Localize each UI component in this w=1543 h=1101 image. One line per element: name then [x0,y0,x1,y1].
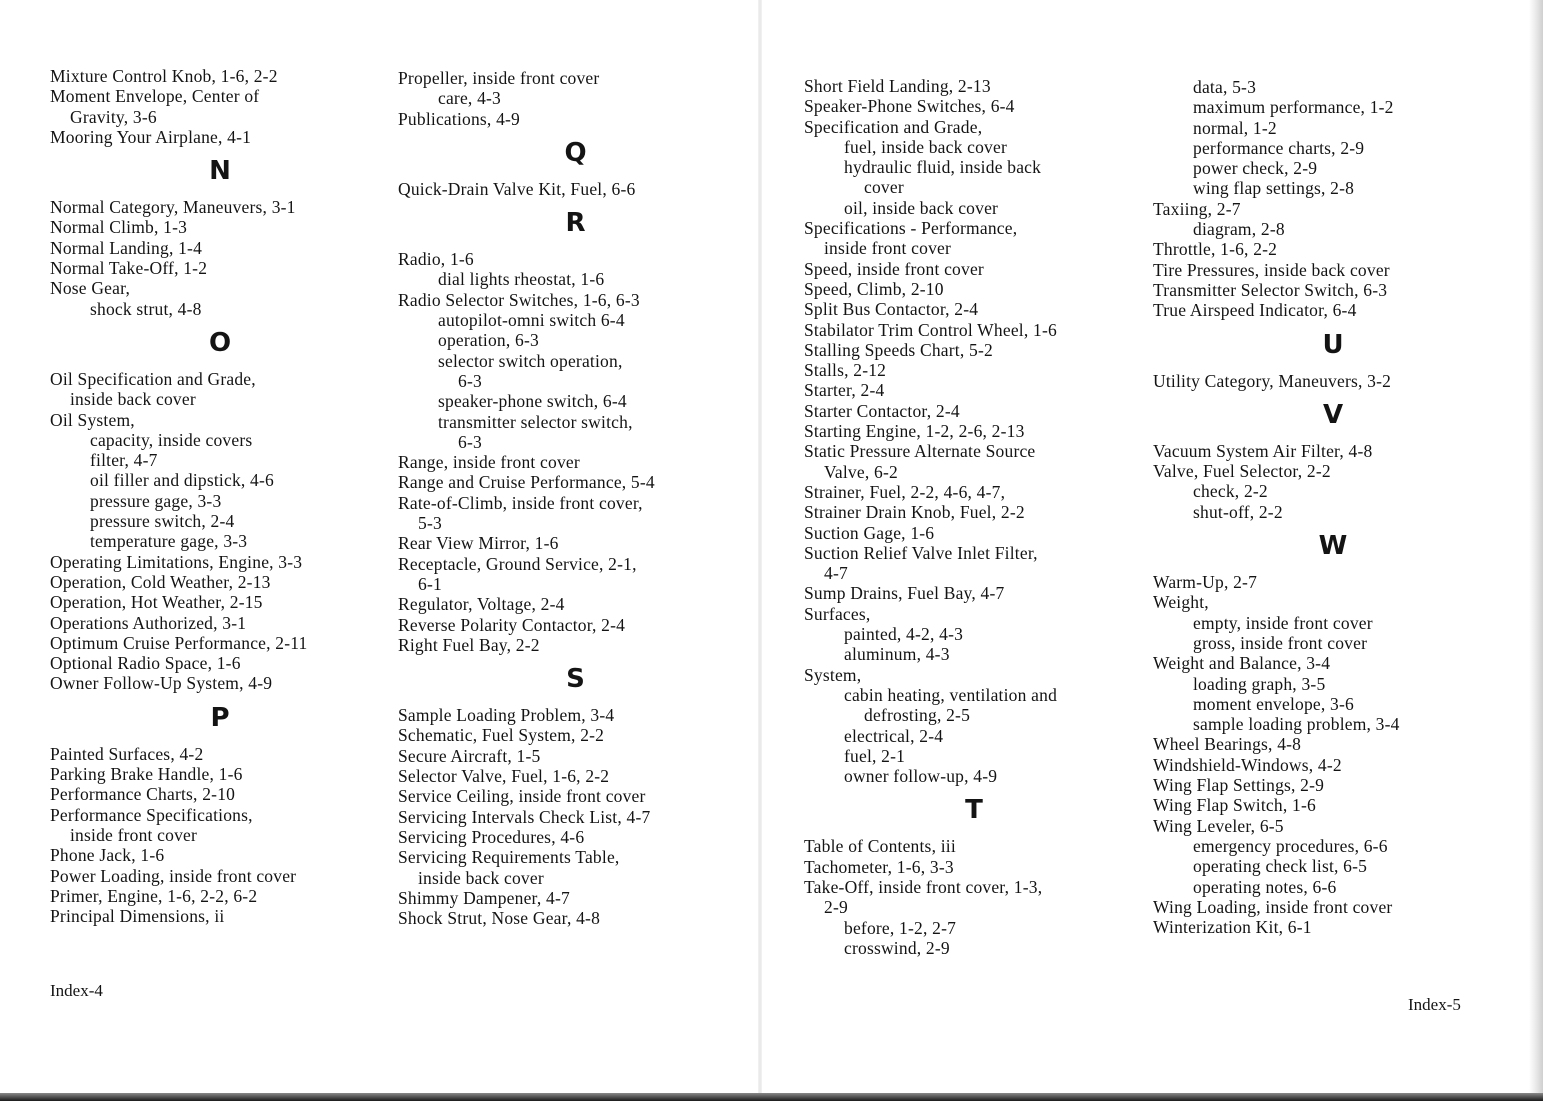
index-entry: Range and Cruise Performance, 5-4 [398,472,655,493]
index-subentry: pressure gage, 3-3 [90,490,222,511]
index-entry: Warm-Up, 2-7 [1153,572,1258,593]
page-number-right: Index-5 [1408,995,1461,1014]
index-subentry: normal, 1-2 [1193,117,1277,138]
index-subentry: 5-3 [418,513,442,534]
index-subentry: capacity, inside covers [90,429,253,450]
index-entry: True Airspeed Indicator, 6-4 [1153,300,1357,321]
index-entry: Strainer Drain Knob, Fuel, 2-2 [804,502,1025,523]
section-letter-heading: T [965,795,983,826]
index-subentry: emergency procedures, 6-6 [1193,835,1388,856]
index-entry: Windshield-Windows, 4-2 [1153,754,1342,775]
index-subentry: transmitter selector switch, [438,411,633,432]
section-letter-heading: N [209,156,231,187]
index-entry: Transmitter Selector Switch, 6-3 [1153,279,1388,300]
index-subentry: operation, 6-3 [438,330,539,351]
index-entry: Rear View Mirror, 1-6 [398,533,559,554]
index-entry: Starting Engine, 1-2, 2-6, 2-13 [804,421,1025,442]
section-letter-heading: S [566,664,585,695]
index-subentry: shut-off, 2-2 [1193,501,1283,522]
index-subentry: 6-3 [458,431,482,452]
index-subentry: autopilot-omni switch 6-4 [438,310,625,331]
index-entry: Speaker-Phone Switches, 6-4 [804,96,1015,117]
index-entry: Normal Climb, 1-3 [50,217,188,238]
index-subentry: 6-1 [418,573,442,594]
index-subentry: inside front cover [70,824,198,845]
index-subentry: pressure switch, 2-4 [90,511,235,532]
index-subentry: loading graph, 3-5 [1193,673,1326,694]
index-entry: Operating Limitations, Engine, 3-3 [50,551,303,572]
index-subentry: inside back cover [418,867,544,888]
index-entry: Mixture Control Knob, 1-6, 2-2 [50,66,278,86]
index-entry: Servicing Requirements Table, [398,847,620,868]
index-entry: Operations Authorized, 3-1 [50,612,247,633]
index-subentry: filter, 4-7 [90,450,158,471]
section-letter-heading: O [208,327,232,358]
index-entry: Mooring Your Airplane, 4-1 [50,126,252,147]
index-subentry: data, 5-3 [1193,77,1257,97]
index-subentry: fuel, inside back cover [844,136,1008,157]
index-entry: System, [804,664,862,685]
index-entry: Nose Gear, [50,278,131,299]
index-entry: Principal Dimensions, ii [50,906,225,927]
index-entry: Propeller, inside front cover [398,68,600,88]
index-entry: Taxiing, 2-7 [1153,198,1241,219]
index-subentry: owner follow-up, 4-9 [844,766,998,787]
scan-bottom-edge [0,1093,1543,1101]
index-entry: Power Loading, inside front cover [50,865,297,886]
index-subentry: Valve, 6-2 [824,461,898,482]
index-entry: Speed, Climb, 2-10 [804,278,944,299]
index-entry: Wing Loading, inside front cover [1153,896,1393,917]
index-entry: Performance Specifications, [50,804,253,825]
index-subentry: 2-9 [824,897,848,918]
index-entry: Stalling Speeds Chart, 5-2 [804,339,993,360]
index-entry: Optimum Cruise Performance, 2-11 [50,632,308,653]
index-subentry: diagram, 2-8 [1193,219,1285,240]
index-entry: Primer, Engine, 1-6, 2-2, 6-2 [50,885,258,906]
index-entry: Starter, 2-4 [804,380,885,401]
index-entry: Specifications - Performance, [804,218,1018,239]
section-letter-heading: P [210,702,230,733]
index-entry: Selector Valve, Fuel, 1-6, 2-2 [398,766,610,787]
index-subentry: fuel, 2-1 [844,745,906,766]
index-entry: Suction Relief Valve Inlet Filter, [804,542,1038,563]
index-entry: Table of Contents, iii [804,836,956,857]
index-entry: Stalls, 2-12 [804,360,887,381]
index-subentry: 6-3 [458,370,482,391]
index-entry: Moment Envelope, Center of [50,86,260,107]
section-letter-heading: W [1318,531,1348,562]
index-entry: Quick-Drain Valve Kit, Fuel, 6-6 [398,178,636,199]
index-subentry: cover [864,177,904,198]
index-subentry: inside front cover [824,238,952,259]
index-entry: Wheel Bearings, 4-8 [1153,734,1302,755]
index-entry: Parking Brake Handle, 1-6 [50,764,243,785]
index-subentry: Gravity, 3-6 [70,106,157,127]
section-letter-heading: Q [564,137,587,168]
index-entry: Schematic, Fuel System, 2-2 [398,725,605,746]
index-entry: Operation, Cold Weather, 2-13 [50,571,271,592]
index-entry: Sump Drains, Fuel Bay, 4-7 [804,583,1005,604]
index-entry: Secure Aircraft, 1-5 [398,745,541,766]
index-entry: Strainer, Fuel, 2-2, 4-6, 4-7, [804,481,1006,502]
index-entry: Painted Surfaces, 4-2 [50,743,204,764]
index-entry: Normal Category, Maneuvers, 3-1 [50,197,296,218]
index-subentry: oil filler and dipstick, 4-6 [90,470,274,491]
index-entry: Static Pressure Alternate Source [804,441,1036,462]
index-subentry: cabin heating, ventilation and [844,684,1058,705]
index-subentry: check, 2-2 [1193,481,1268,502]
index-entry: Tire Pressures, inside back cover [1153,259,1390,280]
page-fold [758,0,762,1101]
section-letter-heading: U [1322,329,1344,360]
index-entry: Reverse Polarity Contactor, 2-4 [398,614,626,635]
index-entry: Split Bus Contactor, 2-4 [804,299,979,320]
index-subentry: shock strut, 4-8 [90,298,202,319]
index-subentry: gross, inside front cover [1193,632,1368,653]
index-subentry: electrical, 2-4 [844,725,944,746]
index-subentry: care, 4-3 [438,88,502,109]
index-entry: Normal Landing, 1-4 [50,237,203,258]
index-subentry: empty, inside front cover [1193,612,1373,633]
index-entry: Shock Strut, Nose Gear, 4-8 [398,908,601,929]
index-entry: Owner Follow-Up System, 4-9 [50,673,273,694]
index-entry: Radio, 1-6 [398,249,474,270]
index-column-4 [1153,77,1513,937]
index-entry: Radio Selector Switches, 1-6, 6-3 [398,289,640,310]
index-entry: Oil System, [50,409,135,430]
index-entry: Optional Radio Space, 1-6 [50,653,241,674]
index-subentry: aluminum, 4-3 [844,644,950,665]
index-entry: Wing Flap Settings, 2-9 [1153,775,1325,796]
index-subentry: hydraulic fluid, inside back [844,157,1042,178]
index-entry: Service Ceiling, inside front cover [398,786,646,807]
index-subentry: selector switch operation, [438,350,623,371]
index-subentry: oil, inside back cover [844,197,999,218]
index-entry: Normal Take-Off, 1-2 [50,258,208,279]
index-subentry: painted, 4-2, 4-3 [844,624,964,645]
index-entry: Wing Flap Switch, 1-6 [1153,795,1316,816]
index-entry: Short Field Landing, 2-13 [804,76,991,96]
index-entry: Valve, Fuel Selector, 2-2 [1153,461,1331,482]
index-entry: Speed, inside front cover [804,258,984,279]
index-subentry: speaker-phone switch, 6-4 [438,391,627,412]
index-subentry: wing flap settings, 2-8 [1193,178,1355,199]
index-subentry: power check, 2-9 [1193,158,1318,179]
page-edge-shadow [1529,0,1543,1101]
index-subentry: sample loading problem, 3-4 [1193,714,1400,735]
index-entry: Weight and Balance, 3-4 [1153,653,1331,674]
index-entry: Starter Contactor, 2-4 [804,400,960,421]
index-subentry: 4-7 [824,563,848,584]
index-entry: Rate-of-Climb, inside front cover, [398,492,643,513]
index-subentry: crosswind, 2-9 [844,937,950,958]
index-subentry: dial lights rheostat, 1-6 [438,269,605,290]
index-entry: Performance Charts, 2-10 [50,784,236,805]
index-entry: Sample Loading Problem, 3-4 [398,705,615,726]
index-entry: Vacuum System Air Filter, 4-8 [1153,440,1373,461]
index-entry: Operation, Hot Weather, 2-15 [50,592,263,613]
index-entry: Range, inside front cover [398,452,580,473]
index-entry: Specification and Grade, [804,116,983,137]
index-entry: Winterization Kit, 6-1 [1153,917,1312,938]
index-entry: Throttle, 1-6, 2-2 [1153,239,1278,260]
index-entry: Take-Off, inside front cover, 1-3, [804,876,1043,897]
index-entry: Tachometer, 1-6, 3-3 [804,856,954,877]
index-entry: Shimmy Dampener, 4-7 [398,887,570,908]
index-entry: Oil Specification and Grade, [50,368,256,389]
index-entry: Regulator, Voltage, 2-4 [398,594,565,615]
index-column-1 [50,66,390,926]
index-subentry: temperature gage, 3-3 [90,531,248,552]
index-column-2 [398,68,753,928]
page-number-left: Index-4 [50,981,103,1000]
index-entry: Suction Gage, 1-6 [804,522,935,543]
index-subentry: defrosting, 2-5 [864,705,971,726]
index-entry: Surfaces, [804,603,871,624]
index-entry: Right Fuel Bay, 2-2 [398,634,540,655]
index-entry: Publications, 4-9 [398,108,521,129]
section-letter-heading: V [1322,399,1344,430]
index-entry: Servicing Intervals Check List, 4-7 [398,806,651,827]
index-entry: Phone Jack, 1-6 [50,845,165,866]
index-entry: Wing Leveler, 6-5 [1153,815,1284,836]
index-entry: Receptacle, Ground Service, 2-1, [398,553,637,574]
index-subentry: inside back cover [70,389,196,410]
index-subentry: operating notes, 6-6 [1193,876,1337,897]
index-subentry: before, 1-2, 2-7 [844,917,957,938]
index-entry: Servicing Procedures, 4-6 [398,826,585,847]
index-subentry: operating check list, 6-5 [1193,856,1368,877]
index-subentry: performance charts, 2-9 [1193,137,1365,158]
index-entry: Stabilator Trim Control Wheel, 1-6 [804,319,1057,340]
index-column-3 [804,76,1144,958]
index-subentry: moment envelope, 3-6 [1193,693,1354,714]
section-letter-heading: R [565,208,586,239]
index-subentry: maximum performance, 1-2 [1193,97,1394,118]
index-entry: Weight, [1153,592,1209,613]
index-entry: Utility Category, Maneuvers, 3-2 [1153,370,1392,391]
